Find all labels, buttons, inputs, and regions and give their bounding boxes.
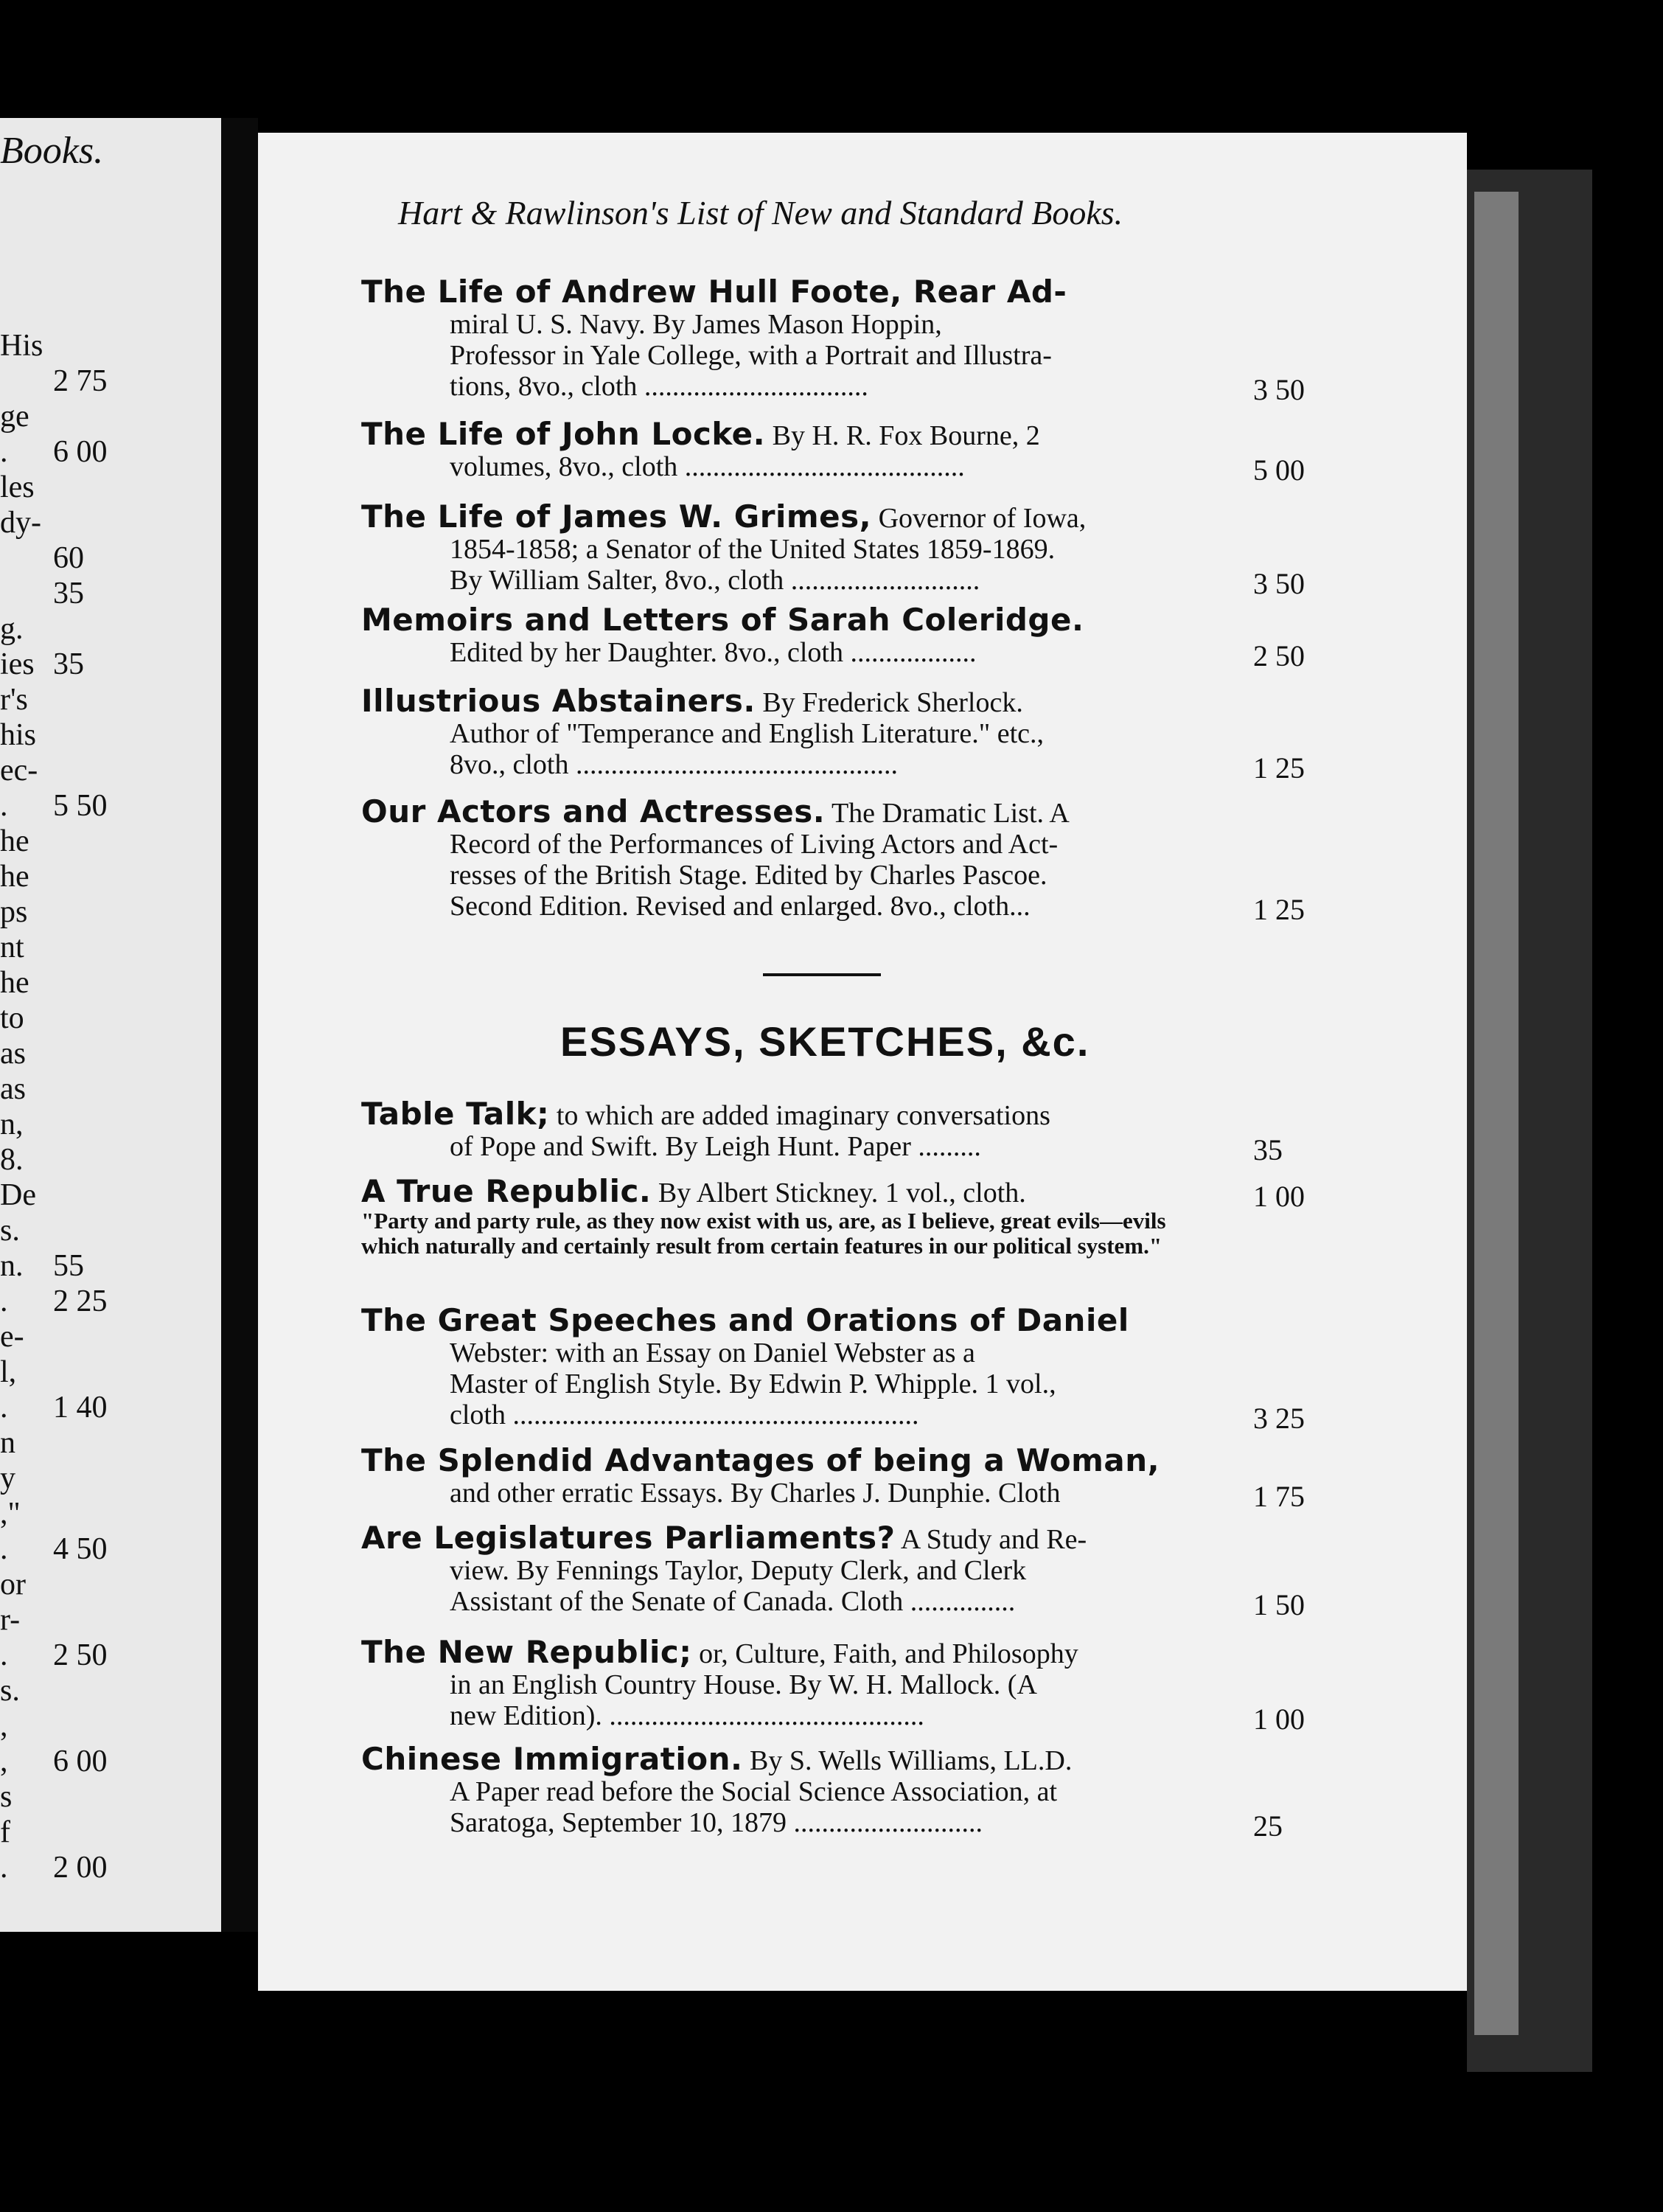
book-entry (361, 498, 1202, 596)
left-page-line (0, 1815, 10, 1850)
essay-price: 1 75 (1253, 1480, 1305, 1513)
left-page-fragment-text: s. (0, 1214, 20, 1248)
left-page-line (0, 1496, 21, 1531)
left-page-fragment-text: . (0, 789, 8, 823)
left-page-line (0, 1248, 84, 1284)
essay-price: 1 50 (1253, 1588, 1305, 1621)
essay-inline-text: A Study and Re- (895, 1524, 1087, 1555)
essay-title: The Great Speeches and Orations of Daniel (361, 1302, 1129, 1338)
left-page-line (0, 1319, 24, 1354)
left-page-fragment-text: l, (0, 1355, 17, 1389)
left-page-line (0, 1461, 15, 1496)
essay-entry (361, 1442, 1202, 1509)
left-page-fragment-text: De (0, 1178, 36, 1212)
book-price: 2 50 (1253, 639, 1305, 672)
essay-entry (361, 1520, 1202, 1617)
left-page (0, 118, 236, 1932)
left-page-fragment-text: r's (0, 683, 28, 717)
left-page-fragment-text: . (0, 1391, 8, 1425)
book-inline-text: The Dramatic List. A (825, 798, 1070, 829)
book-title: Illustrious Abstainers. (361, 683, 756, 719)
essay-entry (361, 1096, 1202, 1162)
essay-price: 35 (1253, 1133, 1283, 1166)
book-description-line: Second Edition. Revised and enlarged. 8vo., cloth... (450, 891, 1031, 922)
book-inline-text: Governor of Iowa, (871, 503, 1087, 534)
book-price: 1 25 (1253, 751, 1305, 785)
essay-inline-text: or, Culture, Faith, and Philosophy (691, 1638, 1078, 1669)
left-page-line (0, 894, 27, 930)
left-page-line (0, 717, 36, 753)
book-gutter (221, 118, 258, 1932)
left-page-fragment-text: n, (0, 1107, 24, 1141)
left-page-fragment-price: 2 50 (53, 1638, 108, 1672)
left-page-line (0, 788, 108, 824)
left-page-line (0, 1284, 108, 1319)
left-page-fragment-text: 8. (0, 1143, 24, 1177)
left-page-line (0, 611, 24, 647)
book-description-line: 1854-1858; a Senator of the United States 1859-1869. (450, 534, 1056, 565)
left-page-fragment-text: e- (0, 1320, 24, 1354)
essay-inline-text: By S. Wells Williams, LL.D. (742, 1745, 1073, 1776)
left-page-fragment-text: n (0, 1426, 15, 1460)
book-price: 3 50 (1253, 373, 1305, 406)
left-page-line (0, 1744, 108, 1779)
left-page-line (0, 1602, 20, 1638)
left-page-fragment-price: 55 (53, 1249, 84, 1283)
book-description-line: 8vo., cloth .............................................. (450, 749, 898, 780)
left-page-fragment-text: , (0, 1709, 8, 1743)
left-page-fragment-price: 1 40 (53, 1391, 108, 1425)
left-page-line (0, 328, 43, 364)
left-page-fragment-text: his (0, 718, 37, 752)
left-page-line (0, 1001, 24, 1036)
left-page-fragment-text: f (0, 1815, 10, 1849)
book-description-line: By William Salter, 8vo., cloth ........................... (450, 565, 980, 596)
left-page-fragment-price: 2 25 (53, 1284, 108, 1318)
left-page-fragment-price: 4 50 (53, 1532, 108, 1566)
book-price: 1 25 (1253, 893, 1305, 926)
left-page-fragment-text: he (0, 824, 29, 858)
book-description-line: resses of the British Stage. Edited by Charles Pascoe. (450, 860, 1047, 891)
left-page-line (0, 824, 29, 859)
essay-description-line: in an English Country House. By W. H. Mallock. (A (450, 1669, 1037, 1700)
essay-description-line: view. By Fennings Taylor, Deputy Clerk, and Clerk (450, 1555, 1027, 1586)
book-description-line: Edited by her Daughter. 8vo., cloth .................. (450, 637, 977, 668)
essay-entry (361, 1741, 1202, 1838)
left-page-fragment-price: 35 (53, 577, 84, 611)
left-page-line (0, 1390, 108, 1425)
book-entry (361, 416, 1202, 482)
essay-inline-text: By Albert Stickney. 1 vol., cloth. (651, 1178, 1026, 1208)
left-page-fragment-text: . (0, 1851, 8, 1885)
essay-description-line: of Pope and Swift. By Leigh Hunt. Paper ......... (450, 1131, 981, 1162)
essay-title: Table Talk; (361, 1096, 550, 1132)
left-page-fragment-text: . (0, 1638, 8, 1672)
book-description-line: tions, 8vo., cloth ................................ (450, 371, 868, 402)
essay-description-line: Saratoga, September 10, 1879 ........................... (450, 1807, 983, 1838)
left-page-line (0, 965, 29, 1001)
left-page-line (0, 1779, 12, 1815)
left-page-fragment-text: dy- (0, 506, 41, 540)
essay-inline-text: to which are added imaginary conversations (549, 1100, 1050, 1131)
left-page-line (0, 1425, 15, 1461)
essay-description-line: and other erratic Essays. By Charles J. Dunphie. Cloth (450, 1478, 1061, 1509)
essay-description-line: Assistant of the Senate of Canada. Cloth ............... (450, 1586, 1016, 1617)
left-page-fragment-text: as (0, 1037, 26, 1071)
left-page-line (0, 859, 29, 894)
book-entry (361, 602, 1202, 668)
left-page-fragment-text: n. (0, 1249, 24, 1283)
left-page-line (0, 1213, 20, 1248)
book-title: The Life of John Locke. (361, 416, 766, 452)
book-description-line: miral U. S. Navy. By James Mason Hoppin, (450, 309, 942, 340)
left-page-fragment-text: or (0, 1568, 26, 1601)
left-page-fragment-text: ps (0, 895, 28, 929)
left-page-fragment-text: nt (0, 931, 24, 964)
left-page-fragment-price: 35 (53, 647, 84, 681)
essay-price: 3 25 (1253, 1402, 1305, 1435)
left-page-fragment-text: s. (0, 1674, 20, 1708)
book-entry (361, 683, 1202, 780)
book-description-line: Record of the Performances of Living Actors and Act- (450, 829, 1059, 860)
left-page-line (0, 1178, 36, 1213)
book-description-line: Author of "Temperance and English Literature." etc., (450, 718, 1044, 749)
left-page-fragment-price: 2 75 (53, 364, 108, 398)
essay-description-line: Master of English Style. By Edwin P. Whipple. 1 vol., (450, 1368, 1056, 1399)
essay-quote: "Party and party rule, as they now exist with us, are, as I believe, great evils—evils which naturally and certainly result from certain features in our political system." (361, 1208, 1166, 1259)
essay-title: The Splendid Advantages of being a Woman, (361, 1442, 1160, 1478)
book-entry (361, 793, 1202, 922)
left-page-fragment-text: , (0, 1745, 8, 1778)
book-title: Our Actors and Actresses. (361, 793, 826, 830)
left-page-line (0, 1638, 108, 1673)
left-page-heading: Books. (0, 130, 104, 172)
left-page-fragment-text: he (0, 860, 29, 894)
left-page-line (0, 1071, 26, 1107)
left-page-fragment-text: he (0, 966, 29, 1000)
left-page-line (0, 1567, 26, 1602)
essay-title: The New Republic; (361, 1634, 692, 1670)
essay-description-line: Webster: with an Essay on Daniel Webster as a (450, 1338, 975, 1368)
book-description-line: volumes, 8vo., cloth ........................................ (450, 451, 965, 482)
left-page-fragment-text: . (0, 435, 8, 469)
left-page-fragment-text: ies (0, 647, 35, 681)
book-inline-text: By H. R. Fox Bourne, 2 (765, 420, 1040, 451)
essay-price: 25 (1253, 1809, 1283, 1843)
essay-entry (361, 1634, 1202, 1731)
page-stack (1474, 192, 1519, 2035)
left-page-fragment-text: ," (0, 1497, 21, 1531)
left-page-fragment-text: . (0, 1284, 8, 1318)
left-page-fragment-text: y (0, 1461, 15, 1495)
section-title: ESSAYS, SKETCHES, &c. (560, 1018, 1090, 1065)
left-page-fragment-price: 6 00 (53, 1745, 108, 1778)
left-page-line (0, 1708, 8, 1744)
book-title: The Life of Andrew Hull Foote, Rear Ad- (361, 274, 1067, 310)
book-price: 5 00 (1253, 453, 1305, 487)
book-entry (361, 276, 1202, 402)
left-page-line (0, 434, 108, 470)
essay-title: Are Legislatures Parliaments? (361, 1520, 896, 1556)
page-header: Hart & Rawlinson's List of New and Standard Books. (398, 194, 1123, 232)
left-page-line (0, 1142, 24, 1178)
left-page-line (0, 470, 35, 505)
essay-price: 1 00 (1253, 1703, 1305, 1736)
left-page-fragment-text: s (0, 1780, 13, 1814)
essay-description-line: new Edition). ............................................. (450, 1700, 924, 1731)
left-page-fragment-price: 6 00 (53, 435, 108, 469)
essay-title: Chinese Immigration. (361, 1741, 743, 1777)
book-description-line: Professor in Yale College, with a Portrait and Illustra- (450, 340, 1052, 371)
left-page-line (0, 647, 84, 682)
left-page-fragment-text: r- (0, 1603, 21, 1637)
essay-description-line: cloth .......................................................... (450, 1399, 919, 1430)
left-page-line (0, 1354, 16, 1390)
left-page-line (0, 1036, 26, 1071)
book-price: 3 50 (1253, 567, 1305, 600)
left-page-fragment-text: g. (0, 612, 24, 646)
section-divider (763, 973, 881, 976)
left-page-line (0, 1107, 24, 1142)
left-page-fragment-text: as (0, 1072, 26, 1106)
book-title: The Life of James W. Grimes, (361, 498, 872, 535)
essay-entry (361, 1302, 1202, 1430)
left-page-line (0, 753, 38, 788)
left-page-fragment-price: 2 00 (53, 1851, 108, 1885)
left-page-line (0, 930, 24, 965)
left-page-fragment-text: His (0, 329, 43, 363)
left-page-fragment-text: to (0, 1001, 24, 1035)
book-inline-text: By Frederick Sherlock. (755, 687, 1023, 718)
left-page-fragment-price: 60 (53, 541, 84, 575)
left-page-fragment-text: les (0, 470, 35, 504)
book-title: Memoirs and Letters of Sarah Coleridge. (361, 602, 1084, 638)
essay-description-line: A Paper read before the Social Science Association, at (450, 1776, 1058, 1807)
essay-title: A True Republic. (361, 1173, 652, 1209)
left-page-line (0, 1850, 108, 1885)
essay-price: 1 00 (1253, 1180, 1305, 1213)
essay-entry (361, 1173, 1202, 1259)
left-page-fragment-text: ge (0, 400, 29, 434)
left-page-line (0, 505, 41, 540)
left-page-fragment-price: 5 50 (53, 789, 108, 823)
left-page-line (0, 399, 29, 434)
left-page-fragment-text: . (0, 1532, 8, 1566)
left-page-line (0, 1531, 108, 1567)
left-page-line (0, 682, 28, 717)
left-page-line (0, 1673, 20, 1708)
left-page-fragment-text: ec- (0, 754, 38, 787)
